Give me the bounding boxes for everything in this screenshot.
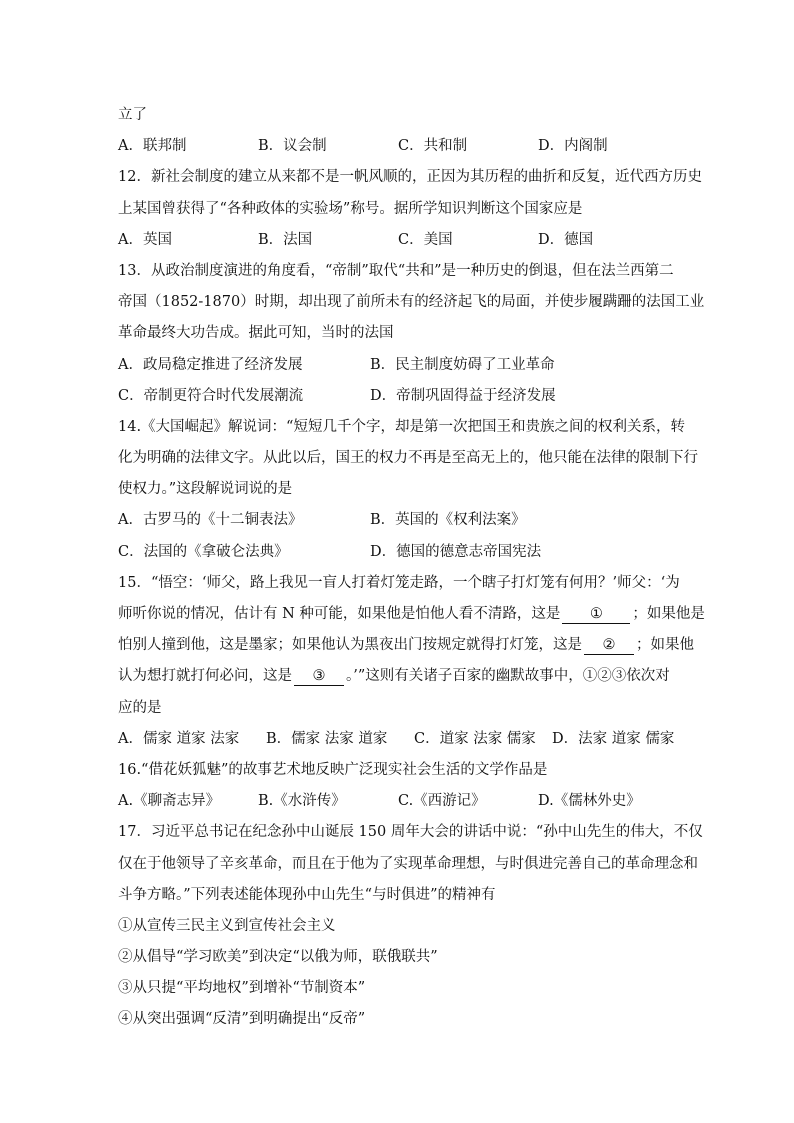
q15-blank-3: ③ <box>294 667 344 686</box>
q14-option-d[interactable]: D．德国的德意志帝国宪法 <box>370 543 542 560</box>
q11-option-a[interactable]: A．联邦制 <box>118 138 187 155</box>
q15-stem-line-2 <box>118 599 705 630</box>
q15-text: ；如果他 <box>636 637 694 654</box>
q14-option-b[interactable]: B．英国的《权利法案》 <box>370 512 526 529</box>
q15-text: 怕别人撞到他，这是墨家；如果他认为黑夜出门按规定就得打灯笼，这是 <box>118 637 582 654</box>
q12-option-d[interactable]: D．德国 <box>538 231 594 248</box>
q14-stem-line-3: 使权力。”这段解说词说的是 <box>118 481 293 498</box>
q17-stem-line-1: 17．习近平总书记在纪念孙中山诞辰 150 周年大会的讲话中说：“孙中山先生的伟大，不仅 <box>118 824 703 841</box>
q16-stem-line-1: 16.“借花妖狐魅”的故事艺术地反映广泛现实社会生活的文学作品是 <box>118 761 548 778</box>
q12-option-b[interactable]: B．法国 <box>258 231 313 248</box>
q13-option-c[interactable]: C．帝制更符合时代发展潮流 <box>118 387 304 404</box>
q15-text: 师听你说的情况，估计有 N 种可能，如果他是怕他人看不清路，这是 <box>118 606 561 622</box>
q16-option-d[interactable]: D.《儒林外史》 <box>538 793 641 810</box>
q15-option-a[interactable]: A．儒家 道家 法家 <box>118 730 240 747</box>
q11-continuation: 立了 <box>118 107 147 123</box>
q15-text: 。’”这则有关诸子百家的幽默故事中，①②③依次对 <box>346 668 670 685</box>
q17-item-3: ③从只提“平均地权”到增补“节制资本” <box>118 980 366 997</box>
q14-options-row-2 <box>118 537 678 568</box>
q15-blank-1: ① <box>562 605 630 624</box>
q15-blank-2: ② <box>584 636 634 655</box>
q17-item-1: ①从宣传三民主义到宣传社会主义 <box>118 917 336 934</box>
q13-option-d[interactable]: D．帝制巩固得益于经济发展 <box>370 387 556 404</box>
q17-item-4: ④从突出强调“反清”到明确提出“反帝” <box>118 1011 366 1028</box>
q11-options <box>118 131 678 162</box>
q15-stem-line-3 <box>118 630 694 661</box>
q15-stem-line-5: 应的是 <box>118 699 162 716</box>
q16-option-b[interactable]: B.《水浒传》 <box>258 793 346 810</box>
q13-stem-line-3: 革命最终大功告成。据此可知，当时的法国 <box>118 325 394 342</box>
exam-page <box>118 100 705 1036</box>
q15-stem-line-1: 15．“悟空：‘师父，路上我见一盲人打着灯笼走路，一个瞎子打灯笼有何用？’师父：‘为 <box>118 574 680 591</box>
q14-stem-line-2: 化为明确的法律文字。从此以后，国王的权力不再是至高无上的，他只能在法律的限制下行 <box>118 450 698 467</box>
q16-option-c[interactable]: C.《西游记》 <box>398 793 486 810</box>
q15-option-c[interactable]: C．道家 法家 儒家 <box>414 730 536 747</box>
q13-option-a[interactable]: A．政局稳定推进了经济发展 <box>118 356 303 373</box>
q15-option-d[interactable]: D．法家 道家 儒家 <box>552 730 675 747</box>
q13-options-row-1 <box>118 350 678 381</box>
q11-option-b[interactable]: B．议会制 <box>258 138 327 155</box>
q14-option-a[interactable]: A．古罗马的《十二铜表法》 <box>118 512 303 529</box>
q15-options <box>118 724 678 755</box>
q12-stem-line-1: 12．新社会制度的建立从来都不是一帆风顺的，正因为其历程的曲折和反复，近代西方历史 <box>118 169 702 186</box>
q13-stem-line-2: 帝国（1852-1870）时期，却出现了前所未有的经济起飞的局面，并使步履蹒跚的法国工业 <box>118 294 705 311</box>
q15-text: ；如果他是 <box>632 606 705 622</box>
q14-option-c[interactable]: C．法国的《拿破仑法典》 <box>118 543 289 560</box>
q16-options <box>118 786 678 817</box>
q14-options-row-1 <box>118 505 678 536</box>
q12-option-a[interactable]: A．英国 <box>118 231 172 248</box>
q13-options-row-2 <box>118 381 678 412</box>
q17-stem-line-2: 仅在于他领导了辛亥革命，而且在于他为了实现革命理想，与时俱进完善自己的革命理念和 <box>118 855 698 872</box>
q12-stem-line-2: 上某国曾获得了“各种政体的实验场”称号。据所学知识判断这个国家应是 <box>118 200 583 217</box>
q12-options <box>118 225 678 256</box>
q16-option-a[interactable]: A.《聊斋志异》 <box>118 793 221 810</box>
q11-option-c[interactable]: C．共和制 <box>398 138 468 155</box>
q15-stem-line-4 <box>118 661 678 692</box>
q11-option-d[interactable]: D．内阁制 <box>538 138 608 155</box>
q13-stem-line-1: 13．从政治制度演进的角度看，“帝制”取代“共和”是一种历史的倒退，但在法兰西第二 <box>118 262 674 279</box>
q17-item-2: ②从倡导“学习欧美”到决定“以俄为师，联俄联共” <box>118 949 438 966</box>
q15-option-b[interactable]: B．儒家 法家 道家 <box>266 730 388 747</box>
q12-option-c[interactable]: C．美国 <box>398 231 453 248</box>
q13-option-b[interactable]: B．民主制度妨碍了工业革命 <box>370 356 555 373</box>
q15-text: 认为想打就打何必问，这是 <box>118 668 292 685</box>
q17-stem-line-3: 斗争方略。”下列表述能体现孙中山先生“与时俱进”的精神有 <box>118 886 496 903</box>
q14-stem-line-1: 14.《大国崛起》解说词：“短短几千个字，却是第一次把国王和贵族之间的权利关系，转 <box>118 418 685 435</box>
